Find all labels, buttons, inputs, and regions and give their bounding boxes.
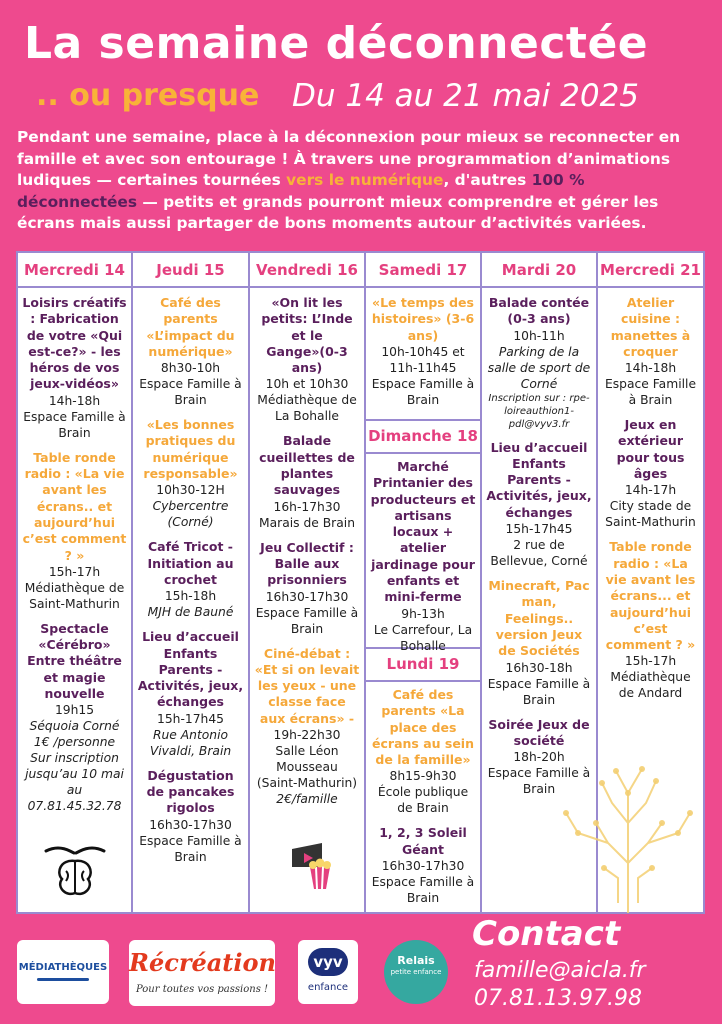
contact-email[interactable]: famille@aicla.fr (474, 958, 646, 983)
event-time: 15h-17h45 (505, 522, 573, 537)
day-header: Mercredi 21 (600, 261, 701, 279)
event-title: Café des parents «L’impact du numérique» (146, 295, 235, 359)
event-time: 19h-22h30 (273, 728, 341, 743)
day-header: Lundi 19 (386, 655, 460, 673)
event-place: Le Carrefour, La Bohalle (373, 622, 473, 653)
event-time: 9h-13h (401, 606, 445, 621)
circuit-tree-icon (556, 753, 701, 913)
event-time: 16h30-17h30 (149, 817, 232, 832)
event-time: 10h30-12H (156, 483, 225, 498)
event-title: 1, 2, 3 Soleil Géant (379, 825, 467, 857)
event-place: Marais de Brain (259, 515, 355, 530)
event-time: 15h-17h (48, 564, 101, 579)
intro-paragraph (17, 127, 707, 235)
day-header: Jeudi 15 (156, 261, 225, 279)
event-title: Balade contée (0-3 ans) (488, 295, 590, 327)
page-subtitle: .. ou presque (36, 78, 260, 113)
event-title: Spectacle «Cérébro» Entre théâtre et magie nouvelle (27, 620, 122, 702)
intro-text: Pendant une semaine, place à la déconnexion pour mieux se reconnecter en famille et avec son entourage ! À travers une programmation d’animations ludiques — certaines tournées (17, 128, 681, 189)
logo-text: Relais (397, 954, 435, 967)
event-place: École publique de Brain (377, 785, 469, 816)
logo-text: MÉDIATHÈQUES (18, 962, 108, 973)
logo-underline (37, 978, 89, 981)
day-column-jeudi-15 (133, 253, 248, 912)
event-title: Lieu d’accueil Enfants Parents - Activités, jeux, échanges (486, 439, 592, 520)
event-title: Jeu Collectif : Balle aux prisonniers (260, 539, 354, 588)
event-time: 14h-18h (48, 393, 101, 408)
event (22, 621, 127, 814)
event-time: 16h30-17h30 (265, 589, 349, 604)
logo-mediatheques (17, 940, 109, 1004)
event-time: 16h30-18h (505, 660, 573, 675)
event-title: Jeux en extérieur pour tous âges (616, 417, 685, 482)
logo-tagline: Pour toutes vos passions ! (135, 984, 269, 995)
event-place: Parking de la salle de sport de Corné (487, 344, 591, 391)
event-time: 8h15-9h30 (389, 769, 457, 784)
event-time: 10h-10h45 et 11h-11h45 (381, 344, 465, 375)
event-place: Espace Famille à Brain (371, 875, 475, 906)
day-header: Samedi 17 (378, 261, 468, 279)
event (137, 417, 244, 530)
event-time: 10h-11h (513, 328, 565, 343)
event-title: «On lit les petits: L’Inde et le Gange»(0-3 ans) (261, 295, 353, 376)
event-place: Médiathèque de Andard (610, 670, 691, 701)
day-header: Mardi 20 (501, 261, 577, 279)
event (254, 295, 360, 424)
event-extra: Inscription sur : rpe-loireauthion1-pdl@vyv3.fr (488, 392, 590, 430)
event-time: 15h-17h (624, 654, 677, 669)
event (22, 450, 127, 612)
event (254, 433, 360, 530)
event (254, 646, 360, 807)
event-place: 2 rue de Bellevue, Corné (490, 538, 588, 569)
event-title: Dégustation de pancakes rigolos (146, 767, 235, 816)
schedule-grid (16, 251, 705, 914)
event-title: «Les bonnes pratiques du numérique responsable» (143, 417, 238, 482)
event (370, 295, 476, 408)
event-time: 16h30-17h30 (381, 859, 465, 874)
event (137, 629, 244, 758)
event (486, 295, 592, 431)
event-place: Espace Famille à Brain (604, 377, 697, 408)
contact-phone[interactable]: 07.81.13.97.98 (474, 986, 642, 1011)
event-time: 14h-18h (624, 361, 677, 376)
page-title: La semaine déconnectée (24, 18, 649, 69)
event-place: MJH de Bauné (147, 605, 234, 620)
event-time: 18h-20h (513, 750, 565, 765)
event-title: «Le temps des histoires» (3-6 ans) (371, 295, 475, 343)
intro-highlight-digital: vers le numérique (286, 171, 444, 189)
event-title: Loisirs créatifs : Fabrication de votre «Qui est-ce?» - les héros de vos jeux-vidéos» (22, 295, 127, 392)
event-title: Table ronde radio : «La vie avant les écrans.. et aujourd’hui c’est comment ? » (22, 449, 127, 563)
event-time: 10h et 10h30 (265, 377, 349, 392)
event-time: 8h30-10h (160, 361, 221, 376)
event-title: Table ronde radio : «La vie avant les écrans... et aujourd’hui c’est comment ? » (605, 539, 696, 653)
event-title: Balade cueillettes de plantes sauvages (259, 433, 355, 498)
event-title: Ciné-débat : «Et si on levait les yeux - une classe face aux écrans» - (254, 645, 360, 726)
event (370, 687, 476, 816)
event-place: Rue Antonio Vivaldi, Brain (149, 727, 232, 758)
day-column-samedi-17 (366, 253, 480, 912)
event-time: 14h-17h (624, 483, 677, 498)
intro-text: — petits et grands pourront mieux comprendre et gérer les écrans mais aussi partager de bons moments autour d’activités variées. (17, 192, 659, 232)
brain-hands-icon (40, 843, 110, 903)
event (254, 540, 360, 637)
event-dates: Du 14 au 21 mai 2025 (292, 78, 640, 114)
intro-highlight-disconnected: 100 % déconnectées (17, 171, 585, 211)
event-place: Espace Famille à Brain (23, 409, 126, 440)
event-time: 15h-17h45 (157, 711, 224, 726)
day-header: Dimanche 18 (368, 427, 478, 445)
event-time: 15h-18h (164, 589, 217, 604)
logo-sub: enfance (307, 982, 349, 993)
event-title: Atelier cuisine : manettes à croquer (610, 295, 691, 359)
event-place: City stade de Saint-Mathurin (605, 499, 696, 530)
event-place: Espace Famille à Brain (371, 376, 475, 407)
event-place: Espace Famille à Brain (139, 377, 242, 408)
event-title: Soirée Jeux de société (488, 716, 590, 748)
event-time: 16h-17h30 (273, 499, 341, 514)
intro-text: , d'autres (443, 171, 532, 189)
logo-vyv (298, 940, 358, 1004)
event-time: 19h15 (54, 703, 95, 718)
contact-title: Contact (472, 914, 621, 954)
event-place: Cybercentre (Corné) (152, 499, 229, 530)
event-place: Médiathèque de Saint-Mathurin (24, 580, 125, 611)
event-place: Séquoia Corné (29, 719, 120, 734)
event-title: Lieu d’accueil Enfants Parents - Activités, jeux, échanges (137, 629, 244, 710)
event (370, 825, 476, 906)
event (22, 295, 127, 441)
event-place: Médiathèque de La Bohalle (257, 393, 357, 424)
logo-sub: petite enfance (390, 968, 442, 976)
event (137, 539, 244, 620)
event-place: Salle Léon Mousseau (Saint-Mathurin) (256, 744, 358, 791)
day-column-vendredi-16 (250, 253, 364, 912)
event-place: Espace Famille à Brain (487, 676, 591, 707)
event-place: Espace Famille à Brain (255, 605, 359, 636)
event (602, 539, 699, 701)
event-extra: 1€ /personne Sur inscription jusqu’au 10 mai au 07.81.45.32.78 (25, 735, 124, 814)
event (602, 417, 699, 530)
event-place: Espace Famille à Brain (487, 766, 591, 797)
event-title: Marché Printanier des producteurs et artisans locaux + atelier jardinage pour enfants et mini-ferme (370, 459, 476, 605)
day-header: Mercredi 14 (24, 261, 125, 279)
event (486, 440, 592, 569)
event (370, 459, 476, 654)
logo-text: Récréation (129, 948, 276, 977)
event (137, 768, 244, 865)
logo-recreation (129, 940, 275, 1006)
event-title: Café Tricot - Initiation au crochet (147, 539, 234, 587)
logo-text: vyv (308, 948, 348, 976)
event-place: Espace Famille à Brain (139, 833, 242, 864)
logo-relais-petite-enfance (384, 940, 448, 1004)
day-header: Vendredi 16 (256, 261, 358, 279)
event-extra: 2€/famille (276, 792, 338, 807)
event (602, 295, 699, 408)
cinema-popcorn-icon (286, 839, 334, 891)
event-title: Café des parents «La place des écrans au sein de la famille» (372, 687, 474, 768)
day-column-mercredi-14 (18, 253, 131, 912)
event (486, 578, 592, 707)
event-title: Minecraft, Pac man, Feelings.. version Jeux de Sociétés (488, 578, 590, 659)
event (137, 295, 244, 408)
